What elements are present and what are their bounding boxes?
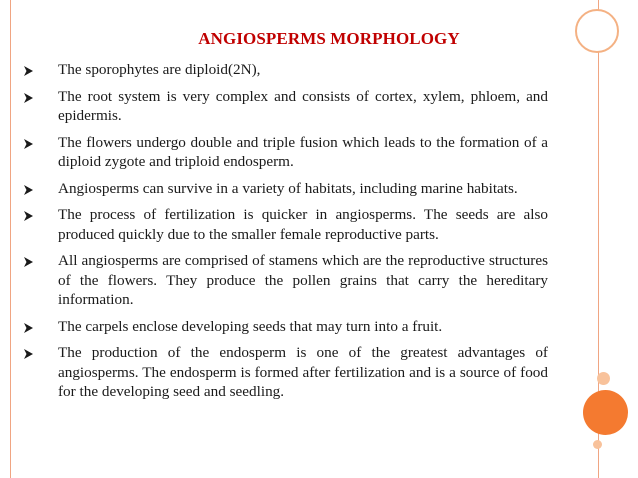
bullet-item [24,317,548,337]
arrowhead-bullet-icon [24,88,36,107]
bullet-text: Angiosperms can survive in a variety of habitats, including marine habitats. [58,179,518,197]
arrowhead-bullet-icon [24,318,36,337]
bullet-item [24,87,548,126]
arrowhead-bullet-icon [24,134,36,153]
slide-title: ANGIOSPERMS MORPHOLOGY [198,29,460,48]
bullet-text: The carpels enclose developing seeds that may turn into a fruit. [58,317,443,335]
bullet-list [24,60,548,409]
bullet-text: The process of fertilization is quicker in angiosperms. The seeds are also produced quickly due to the smaller female reproductive parts. [58,206,548,243]
bullet-text: All angiosperms are comprised of stamens which are the reproductive structures of the flowers. They produce the pollen grains that carry the hereditary information. [58,252,548,308]
bullet-item [24,251,548,310]
bullet-item [24,179,548,199]
arrowhead-bullet-icon [24,344,36,363]
bullet-item [24,205,548,244]
arrowhead-bullet-icon [24,252,36,271]
bullet-item [24,133,548,172]
bullet-item [24,343,548,402]
large-orange-circle-decoration [583,390,628,435]
arrowhead-bullet-icon [24,180,36,199]
dot-circle-decoration [593,440,602,449]
bullet-item [24,60,548,80]
small-circle-decoration [597,372,610,385]
bullet-text: The root system is very complex and consists of cortex, xylem, phloem, and epidermis. [58,87,548,124]
arrowhead-bullet-icon [24,206,36,225]
left-frame-line [10,0,11,478]
bullet-text: The flowers undergo double and triple fusion which leads to the formation of a diploid zygote and triploid endosperm. [58,133,548,170]
bullet-text: The sporophytes are diploid(2N), [58,61,261,78]
arrowhead-bullet-icon [24,61,36,80]
bullet-text: The production of the endosperm is one of the greatest advantages of angiosperms. The endosperm is formed after fertilization and is a source of food for the developing seed and seedling. [58,344,548,400]
